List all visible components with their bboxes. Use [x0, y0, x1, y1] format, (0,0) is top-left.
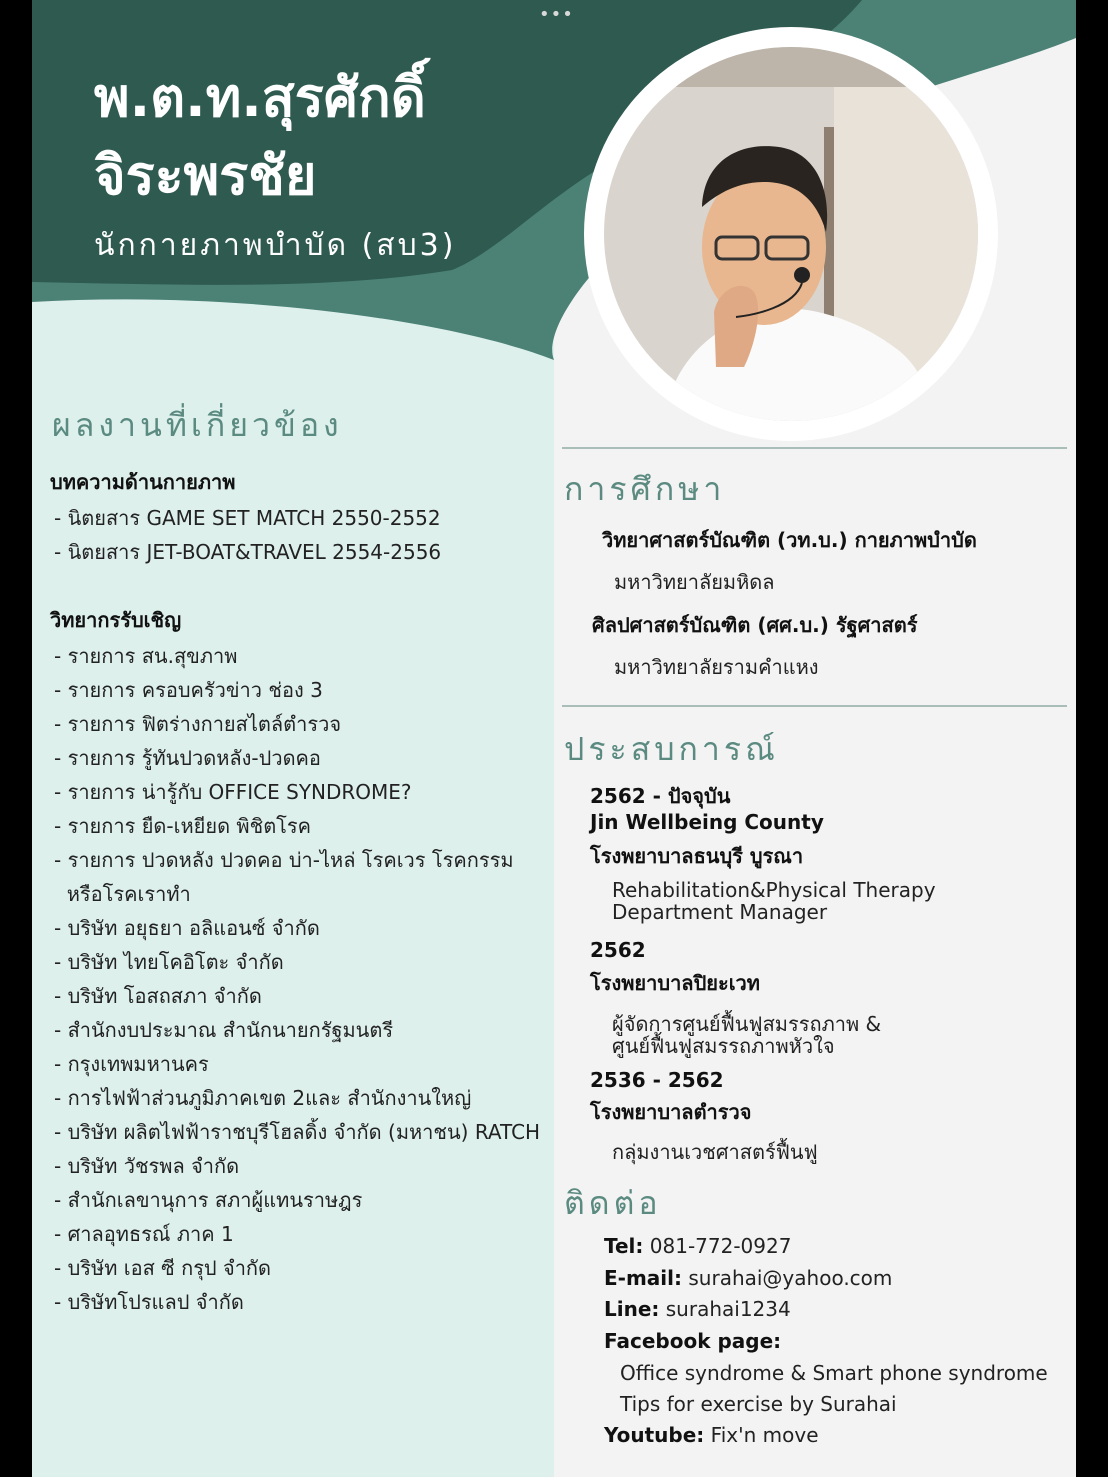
experience-role: Department Manager	[612, 900, 828, 924]
speaker-item: - รายการ ยืด-เหยียด พิชิตโรค	[54, 814, 312, 838]
works-heading: ผลงานที่เกี่ยวข้อง	[52, 406, 343, 444]
youtube-value[interactable]: Fix'n move	[704, 1423, 819, 1447]
contact-heading: ติดต่อ	[564, 1184, 662, 1222]
education-divider	[562, 447, 1067, 449]
education-degree: วิทยาศาสตร์บัณฑิต (วท.บ.) กายภาพบำบัด	[602, 528, 977, 552]
resume-page	[32, 0, 1076, 1477]
speaker-item: - รายการ ปวดหลัง ปวดคอ บ่า-ไหล่ โรคเวร โรคกรรม	[54, 848, 514, 872]
email-label: E-mail:	[604, 1266, 683, 1290]
speaker-item: - บริษัท โอสถสภา จำกัด	[54, 984, 262, 1008]
speaker-item: - บริษัท เอส ซี กรุป จำกัด	[54, 1256, 272, 1280]
articles-title: บทความด้านกายภาพ	[50, 470, 236, 494]
name-surname: จิระพรชัย	[94, 144, 317, 207]
speaker-item: - รายการ น่ารู้กับ OFFICE SYNDROME?	[54, 780, 412, 804]
speaker-item: - บริษัทโปรแลป จำกัด	[54, 1290, 244, 1314]
education-school: มหาวิทยาลัยรามคำแหง	[614, 655, 819, 679]
facebook-label: Facebook page:	[604, 1329, 782, 1353]
speaker-item: - รายการ ฟิตร่างกายสไตล์ตำรวจ	[54, 712, 342, 736]
speaker-item: - บริษัท ผลิตไฟฟ้าราชบุรีโฮลดิ้ง จำกัด (มหาชน) RATCH	[54, 1120, 541, 1144]
experience-role: ผู้จัดการศูนย์ฟื้นฟูสมรรถภาพ &	[612, 1012, 882, 1036]
speaker-item: - สำนักงบประมาณ สำนักนายกรัฐมนตรี	[54, 1018, 394, 1042]
article-item: - นิตยสาร GAME SET MATCH 2550-2552	[54, 506, 441, 530]
contact-email	[604, 1266, 892, 1290]
experience-org: โรงพยาบาลธนบุรี บูรณา	[590, 844, 804, 868]
job-title: นักกายภาพบำบัด (สบ3)	[94, 228, 457, 263]
speaker-item: - บริษัท อยุธยา อลิแอนซ์ จำกัด	[54, 916, 320, 940]
experience-heading: ประสบการณ์	[564, 730, 779, 768]
speaker-item: - กรุงเทพมหานคร	[54, 1052, 209, 1076]
tel-value[interactable]: 081-772-0927	[643, 1234, 792, 1258]
youtube-label: Youtube:	[604, 1423, 705, 1447]
facebook-page-link[interactable]: Tips for exercise by Surahai	[620, 1392, 897, 1416]
speaker-item: - บริษัท ไทยโคอิโตะ จำกัด	[54, 950, 284, 974]
education-degree: ศิลปศาสตร์บัณฑิต (ศศ.บ.) รัฐศาสตร์	[592, 613, 918, 637]
contact-tel	[604, 1234, 791, 1258]
speaker-item: - สำนักเลขานุการ สภาผู้แทนราษฎร	[54, 1188, 363, 1212]
menu-dots-icon[interactable]: •••	[539, 4, 574, 25]
article-item: - นิตยสาร JET-BOAT&TRAVEL 2554-2556	[54, 540, 442, 564]
email-value[interactable]: surahai@yahoo.com	[682, 1266, 893, 1290]
contact-youtube	[604, 1423, 819, 1447]
speaker-item: - รายการ รู้ทันปวดหลัง-ปวดคอ	[54, 746, 321, 770]
experience-divider	[562, 705, 1067, 707]
speaker-item: หรือโรคเราทำ	[54, 882, 191, 906]
education-heading: การศึกษา	[564, 470, 726, 508]
line-label: Line:	[604, 1297, 660, 1321]
profile-photo-image	[604, 47, 978, 421]
tel-label: Tel:	[604, 1234, 644, 1258]
profile-photo	[584, 27, 998, 441]
education-school: มหาวิทยาลัยมหิดล	[614, 570, 775, 594]
speaker-item: - ศาลอุทธรณ์ ภาค 1	[54, 1222, 234, 1246]
speaker-item: - รายการ สน.สุขภาพ	[54, 644, 238, 668]
speaker-item: - บริษัท วัชรพล จำกัด	[54, 1154, 240, 1178]
experience-period: 2536 - 2562	[590, 1068, 724, 1092]
speaker-item: - การไฟฟ้าส่วนภูมิภาคเขต 2และ สำนักงานใหญ่	[54, 1086, 472, 1110]
speaker-title: วิทยากรรับเชิญ	[50, 608, 182, 632]
speaker-item: - รายการ ครอบครัวข่าว ช่อง 3	[54, 678, 323, 702]
experience-org: โรงพยาบาลปิยะเวท	[590, 971, 760, 995]
line-value[interactable]: surahai1234	[659, 1297, 791, 1321]
experience-period: 2562 - ปัจจุบัน	[590, 784, 731, 808]
contact-line	[604, 1297, 791, 1321]
experience-role: Rehabilitation&Physical Therapy	[612, 878, 936, 902]
experience-org: โรงพยาบาลตำรวจ	[590, 1100, 752, 1124]
name-title: พ.ต.ท.สุรศักดิ์	[94, 66, 426, 129]
facebook-page-link[interactable]: Office syndrome & Smart phone syndrome	[620, 1361, 1048, 1385]
experience-period: 2562	[590, 938, 646, 962]
experience-role: ศูนย์ฟื้นฟูสมรรถภาพหัวใจ	[612, 1034, 835, 1058]
experience-role: กลุ่มงานเวชศาสตร์ฟื้นฟู	[612, 1140, 818, 1164]
experience-org: Jin Wellbeing County	[590, 810, 824, 834]
